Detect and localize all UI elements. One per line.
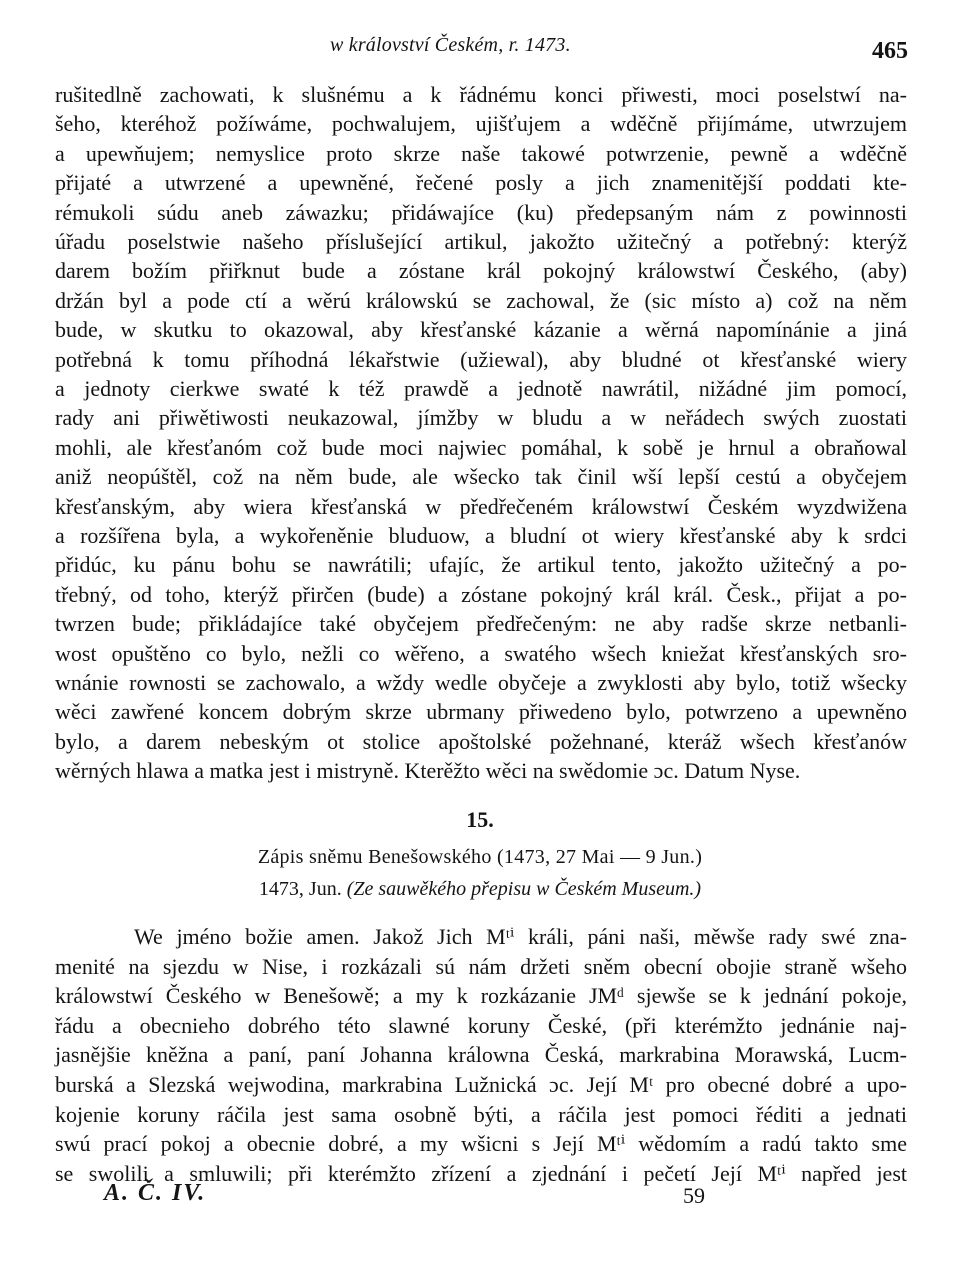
document-title: Zápis sněmu Benešowského (1473, 27 Mai — 9 Jun.) (257, 846, 703, 868)
text-line: We jméno božie amen. Jakož Jich Mᵗⁱ králi, páni naši, měwše rady swé zna- (134, 924, 907, 949)
source-note: (Ze sauwěkého přepisu w Českém Museum.) (346, 878, 702, 900)
text-line: a rozšířena byla, a wykořeněnie bluduow, a bludní ot wiery křesťanské aby k srdci (55, 523, 907, 548)
section-number: 15. (466, 807, 494, 832)
text-line: rémukoli súdu aneb záwazku; přidáwajíce (ku) předepsaným nám z powinnosti (55, 199, 907, 225)
text-line: bude, w skutku to okazowal, aby křesťanské kázanie a wěrná napomínánie a jiná (55, 317, 907, 343)
text-line: rušitedlně zachowati, k slušnému a k řádnému konci přiwesti, moci poselstwí na- (55, 82, 907, 107)
text-line: wost opuštěno co bylo, nežli co wěřeno, a swatého wšech kniežat křesťanských sro- (55, 640, 907, 666)
text-line: aniž neopúštěl, což na něm bude, ale wšecko tak činil wší lepší cestú a obyčejem (55, 464, 907, 490)
footer-sheet-number: 59 (683, 1183, 705, 1208)
text-line: wnánie rownosti se zachowalo, a wždy wedle obyčeje a zwyklosti aby bylo, totiž wšecky (55, 670, 907, 695)
text-line: kojenie koruny ráčila jest sama osobně býti, a ráčila jest pomoci řéditi a jednati (55, 1101, 907, 1127)
text-line: třebný, od toho, kterýž přirčen (bude) a zóstane pokojný král král. Česk., přijat a po- (55, 581, 907, 607)
text-line: mohli, ale křesťanóm což bude moci najwiec pomáhal, k sobě je hrnul a obraňowal (55, 434, 907, 460)
text-line: menité na sjezdu w Nise, i rozkázali sú nám držeti sněm obecní obojie straně wšeho (55, 953, 907, 979)
footer-signature: A. Č. IV. (104, 1180, 207, 1206)
document-source (0, 878, 960, 901)
text-line: bylo, a darem nebeským ot stolice apoštolské požehnané, kteráž wšech křesťanów (55, 728, 907, 754)
text-line: burská a Slezská wejwodina, markrabina Lužnická ɔc. Její Mᵗ pro obecné dobré a upo- (55, 1072, 907, 1097)
text-line: řádu a obecnieho dobrého této slawné koruny České, (při kterémžto jednánie naj- (55, 1012, 907, 1038)
text-line: úřadu poselstwie našeho příslušející artikul, jakožto užitečný a potřebný: kterýž (55, 229, 907, 254)
text-line: se swolili a smluwili; při kterémžto zřízení a zjednání i pečetí Její Mᵗⁱ napřed jest (55, 1160, 907, 1186)
text-line: šeho, kteréhož požíwáme, pochwalujem, ujišťujem a wděčně přijímáme, utwrzujem (55, 111, 907, 137)
text-line: přidúc, ku pánu bohu se nawrátili; ufajíc, že artikul tento, jakožto užitečný a po- (55, 552, 907, 578)
text-line: králowstwí Českého w Benešowě; a my k rozkázanie JMᵈ sjewše se k jednání pokoje, (55, 983, 907, 1009)
text-line: wěrných hlawa a matka jest i mistryně. Kterěžto wěci na swědomie ɔc. Datum Nyse. (55, 758, 801, 784)
text-line: wěci zawřené koncem dobrým skrze ubrmany přiwedeno bylo, potwrzeno a upewněno (55, 699, 907, 725)
running-title: w království Českém, r. 1473. (330, 34, 571, 56)
text-line: a jednoty cierkwe swaté k též prawdě a jednotě nawrátil, nižádné jim pomocí, (55, 376, 907, 401)
text-line: rady ani přiwětiwosti neukazowal, jímžby w bludu a w neřádech swých zuostati (55, 405, 907, 431)
text-line: jasnějšie kněžna a paní, paní Johanna králowna Česká, markrabina Morawská, Lucm- (55, 1042, 907, 1068)
text-line: přijaté a utwrzené a upewněné, řečené posly a jich znamenitější poddati kte- (55, 170, 907, 196)
text-line: a upewňujem; nemyslice proto skrze naše takowé potwrzenie, pewně a wděčně (55, 140, 907, 166)
page-number: 465 (872, 38, 908, 64)
text-line: darem božím přiřknut bude a zóstane král pokojný králowstwí Českého, (aby) (55, 258, 907, 284)
text-line: potřebná k tomu příhodná lékařstwie (užiewal), aby bludné ot křesťanské wiery (55, 346, 907, 372)
text-line: swú prací pokoj a obecnie dobré, a my wšicni s Její Mᵗⁱ wědomím a radú takto sme (55, 1131, 907, 1157)
text-line: twrzen bude; přikládajíce také obyčejem předřečeným: ne aby radše skrze netbanli- (55, 611, 907, 637)
text-line: držán byl a pode ctí a wěrú králowskú se zachowal, že (sic místo a) což na něm (55, 287, 907, 313)
text-line: křesťanským, aby wiera křesťanská w předřečeném králowstwí Českém wyzdwižena (55, 493, 907, 519)
source-date: 1473, Jun. (258, 878, 342, 900)
